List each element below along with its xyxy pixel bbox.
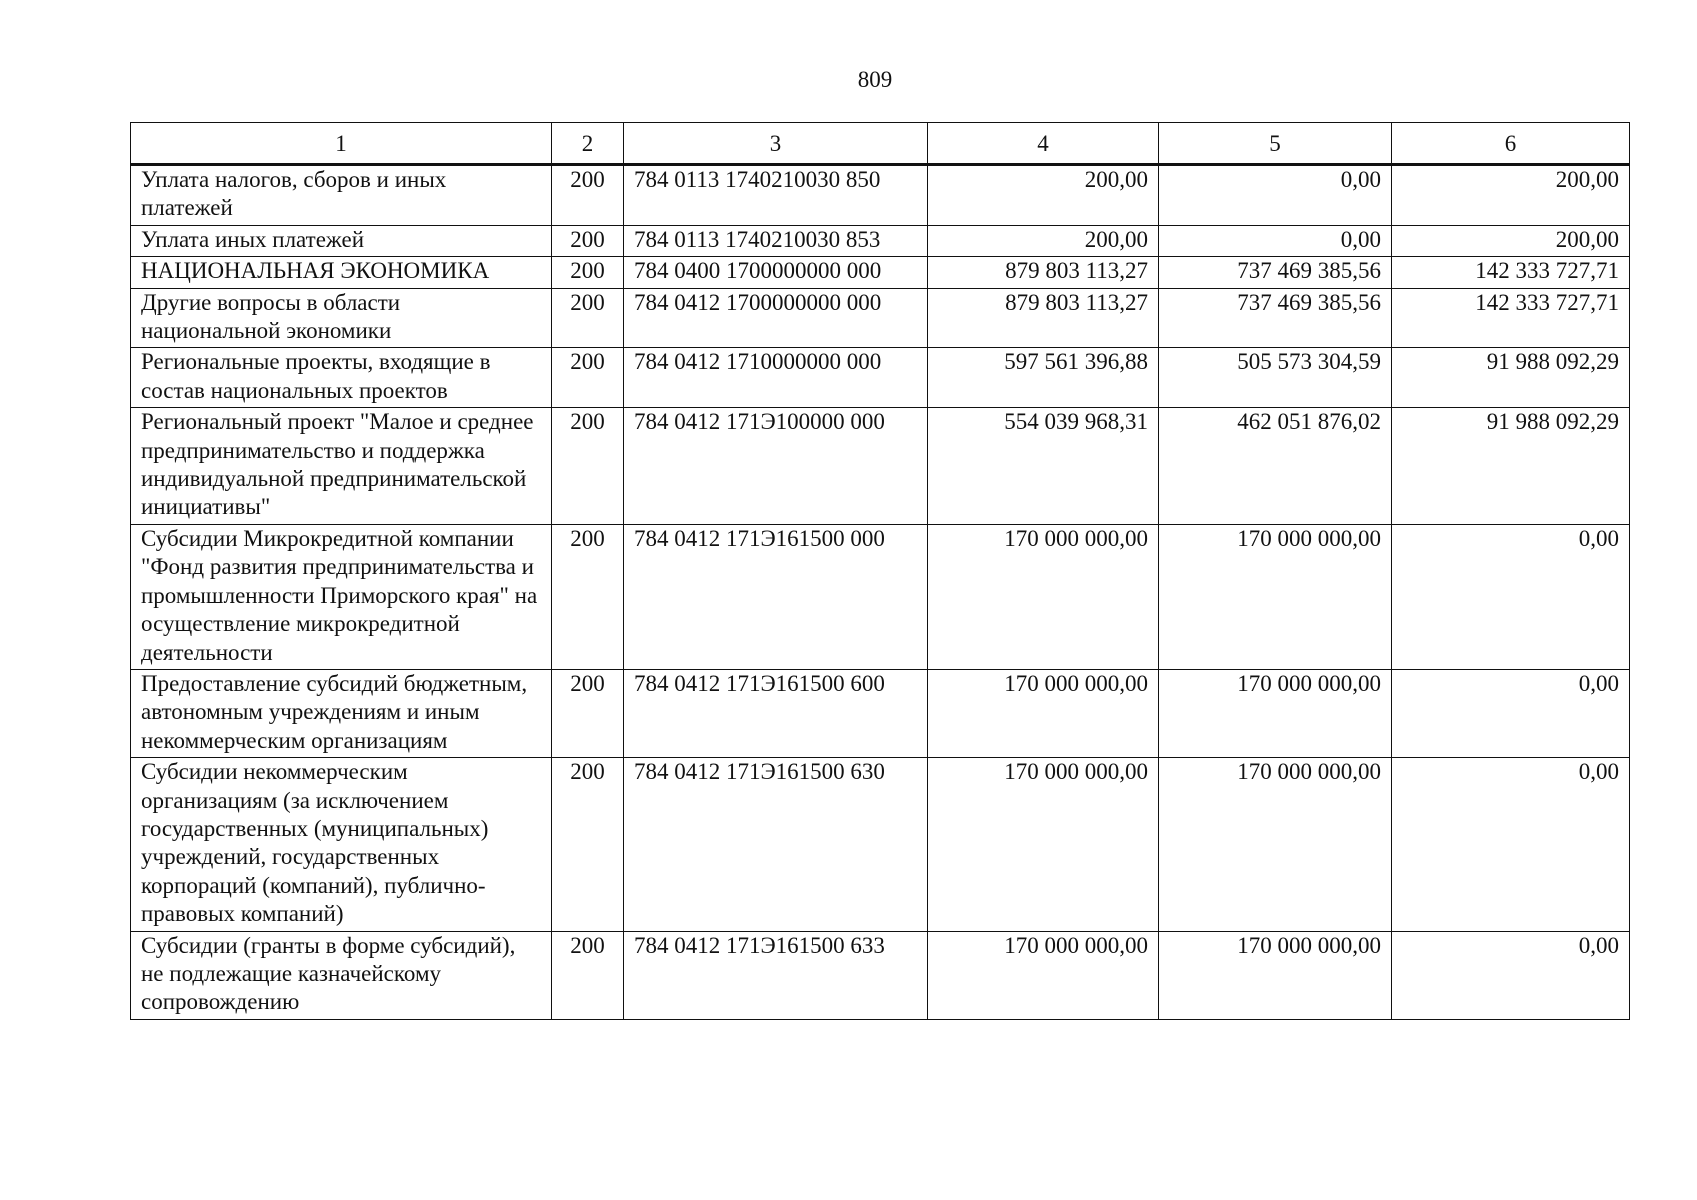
column-header: 4: [928, 123, 1159, 165]
column-header: 6: [1392, 123, 1630, 165]
row-col6: 200,00: [1392, 225, 1630, 256]
row-col2: 200: [552, 758, 624, 931]
row-col2: 200: [552, 288, 624, 348]
row-col2: 200: [552, 408, 624, 525]
row-code: 784 0412 171Э100000 000: [624, 408, 928, 525]
table-row: [131, 408, 1630, 525]
row-col5: 0,00: [1159, 225, 1392, 256]
row-col6: 142 333 727,71: [1392, 288, 1630, 348]
table-row: [131, 165, 1630, 226]
row-name: Уплата иных платежей: [131, 225, 552, 256]
row-col2: 200: [552, 524, 624, 669]
row-code: 784 0400 1700000000 000: [624, 257, 928, 288]
row-col4: 200,00: [928, 165, 1159, 226]
row-name: Региональный проект "Малое и среднее предпринимательство и поддержка индивидуальной предпринимательской инициативы": [131, 408, 552, 525]
row-name: Субсидии некоммерческим организациям (за исключением государственных (муниципальных) учреждений, государственных корпораций (компаний), публично-правовых компаний): [131, 758, 552, 931]
row-col4: 597 561 396,88: [928, 348, 1159, 408]
row-col2: 200: [552, 225, 624, 256]
column-header: 5: [1159, 123, 1392, 165]
row-name: Уплата налогов, сборов и иных платежей: [131, 165, 552, 226]
row-col6: 91 988 092,29: [1392, 348, 1630, 408]
row-col4: 170 000 000,00: [928, 758, 1159, 931]
row-col6: 200,00: [1392, 165, 1630, 226]
row-name: НАЦИОНАЛЬНАЯ ЭКОНОМИКА: [131, 257, 552, 288]
row-name: Региональные проекты, входящие в состав национальных проектов: [131, 348, 552, 408]
column-header: 3: [624, 123, 928, 165]
row-col4: 200,00: [928, 225, 1159, 256]
row-col6: 142 333 727,71: [1392, 257, 1630, 288]
row-code: 784 0412 1700000000 000: [624, 288, 928, 348]
row-col6: 0,00: [1392, 931, 1630, 1019]
row-col5: 0,00: [1159, 165, 1392, 226]
table-row: [131, 257, 1630, 288]
row-code: 784 0412 171Э161500 630: [624, 758, 928, 931]
row-code: 784 0412 171Э161500 600: [624, 669, 928, 757]
row-col5: 462 051 876,02: [1159, 408, 1392, 525]
table-row: [131, 288, 1630, 348]
row-col4: 554 039 968,31: [928, 408, 1159, 525]
row-col5: 737 469 385,56: [1159, 257, 1392, 288]
row-col6: 0,00: [1392, 669, 1630, 757]
row-code: 784 0412 1710000000 000: [624, 348, 928, 408]
row-code: 784 0412 171Э161500 633: [624, 931, 928, 1019]
row-name: Предоставление субсидий бюджетным, автономным учреждениям и иным некоммерческим организациям: [131, 669, 552, 757]
row-col5: 170 000 000,00: [1159, 524, 1392, 669]
row-col4: 170 000 000,00: [928, 931, 1159, 1019]
row-name: Субсидии (гранты в форме субсидий), не подлежащие казначейскому сопровождению: [131, 931, 552, 1019]
table-row: [131, 225, 1630, 256]
row-col5: 170 000 000,00: [1159, 758, 1392, 931]
row-col6: 0,00: [1392, 758, 1630, 931]
row-col2: 200: [552, 931, 624, 1019]
row-col2: 200: [552, 348, 624, 408]
row-code: 784 0113 1740210030 850: [624, 165, 928, 226]
header-row: [131, 123, 1630, 165]
table-row: [131, 348, 1630, 408]
row-col4: 879 803 113,27: [928, 257, 1159, 288]
row-col2: 200: [552, 669, 624, 757]
row-col4: 879 803 113,27: [928, 288, 1159, 348]
table-row: [131, 931, 1630, 1019]
table-row: [131, 669, 1630, 757]
row-code: 784 0113 1740210030 853: [624, 225, 928, 256]
budget-table: [130, 122, 1630, 1020]
column-header: 2: [552, 123, 624, 165]
row-col4: 170 000 000,00: [928, 524, 1159, 669]
row-name: Другие вопросы в области национальной экономики: [131, 288, 552, 348]
row-col2: 200: [552, 257, 624, 288]
page-number: 809: [857, 67, 893, 92]
row-code: 784 0412 171Э161500 000: [624, 524, 928, 669]
table-row: [131, 758, 1630, 931]
row-col5: 505 573 304,59: [1159, 348, 1392, 408]
row-col6: 0,00: [1392, 524, 1630, 669]
row-col5: 737 469 385,56: [1159, 288, 1392, 348]
row-col4: 170 000 000,00: [928, 669, 1159, 757]
column-header: 1: [131, 123, 552, 165]
row-col6: 91 988 092,29: [1392, 408, 1630, 525]
table-row: [131, 524, 1630, 669]
row-col5: 170 000 000,00: [1159, 669, 1392, 757]
row-col5: 170 000 000,00: [1159, 931, 1392, 1019]
row-col2: 200: [552, 165, 624, 226]
row-name: Субсидии Микрокредитной компании "Фонд развития предпринимательства и промышленности Приморского края" на осуществление микрокредитной деятельности: [131, 524, 552, 669]
